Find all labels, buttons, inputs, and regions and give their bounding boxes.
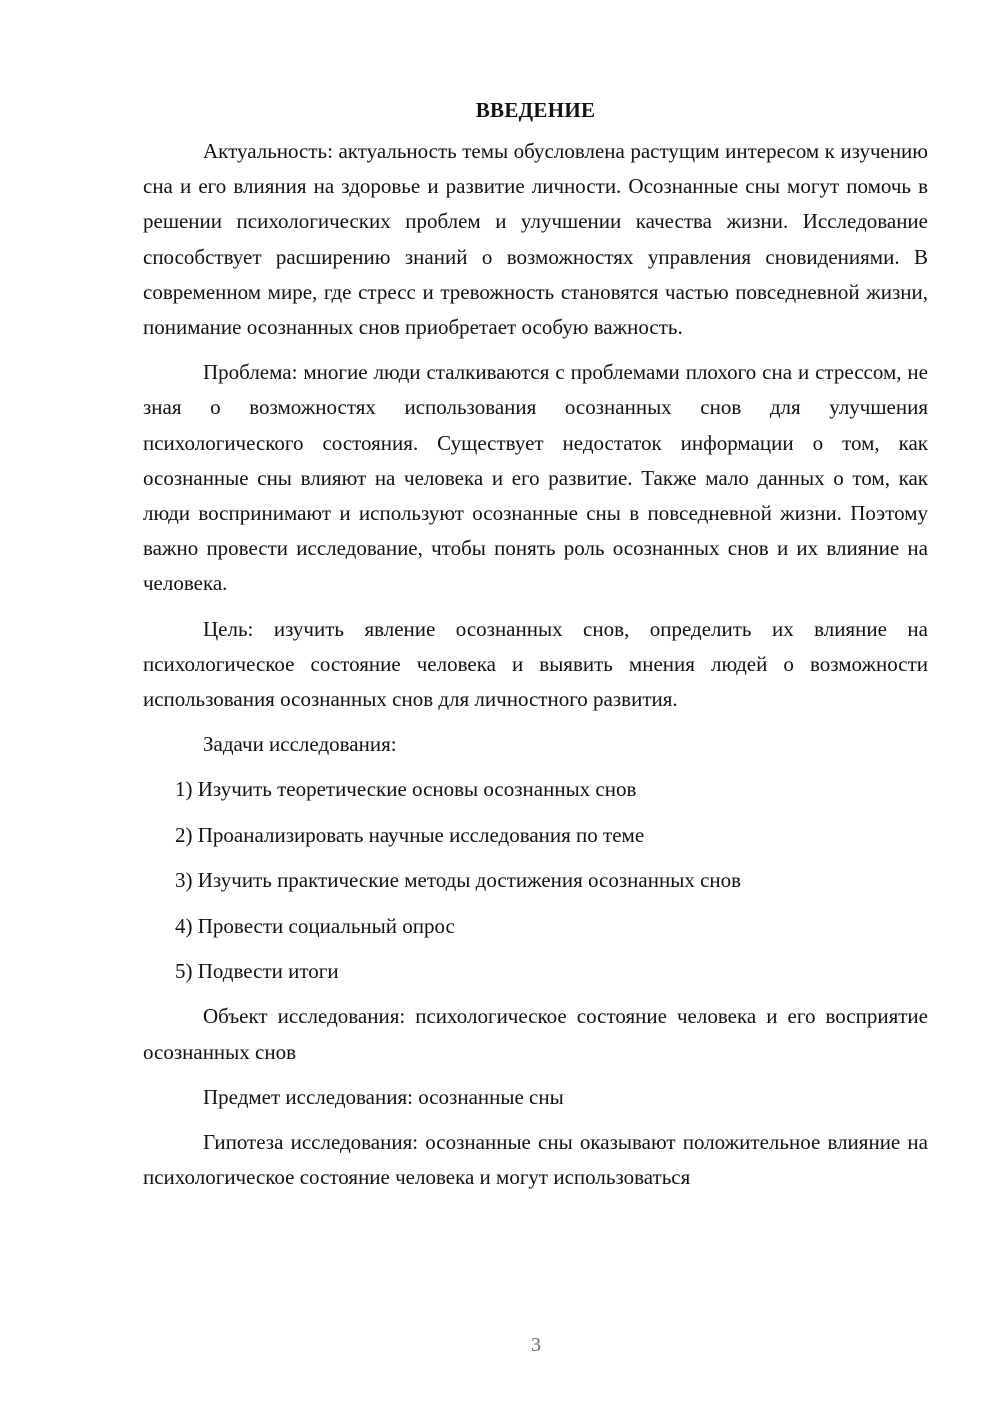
page-number: 3 xyxy=(531,1334,541,1356)
tasks-list xyxy=(143,772,928,989)
task-item: 2) Проанализировать научные исследования по теме xyxy=(175,822,645,847)
paragraph-actuality: Актуальность: актуальность темы обусловлена растущим интересом к изучению сна и его влияния на здоровье и развитие личности. Осознанные сны могут помочь в решении психологических проблем и улучшении качества жизни. Исследование способствует расширению знаний о возможностях управления сновидениями. В современном мире, где стресс и тревожность становятся частью повседневной жизни, понимание осознанных снов приобретает особую важность. xyxy=(143,139,928,340)
task-item: 1) Изучить теоретические основы осознанных снов xyxy=(175,777,637,802)
task-item: 5) Подвести итоги xyxy=(175,959,339,984)
tasks-heading: Задачи исследования: xyxy=(203,732,397,757)
page-content xyxy=(143,92,928,1195)
paragraph-goal: Цель: изучить явление осознанных снов, определить их влияние на психологическое состояние человека и выявить мнения людей о возможности использования осознанных снов для личностного развития. xyxy=(143,616,928,712)
paragraph-problem: Проблема: многие люди сталкиваются с проблемами плохого сна и стрессом, не зная о возможностях использования осознанных снов для улучшения психологического состояния. Существует недостаток информации о том, как осознанные сны влияют на человека и его развитие. Также мало данных о том, как люди воспринимают и используют осознанные сны в повседневной жизни. Поэтому важно провести исследование, чтобы понять роль осознанных снов и их влияние на человека. xyxy=(143,360,928,596)
task-item: 4) Провести социальный опрос xyxy=(175,913,455,938)
task-item: 3) Изучить практические методы достижения осознанных снов xyxy=(175,868,742,893)
paragraph-object: Объект исследования: психологическое состояние человека и его восприятие осознанных снов xyxy=(143,1004,928,1064)
paragraph-hypothesis: Гипотеза исследования: осознанные сны оказывают положительное влияние на психологическое состояние человека и могут использоваться xyxy=(143,1130,928,1190)
paragraph-subject: Предмет исследования: осознанные сны xyxy=(203,1084,564,1109)
section-title: ВВЕДЕНИЕ xyxy=(475,98,596,122)
